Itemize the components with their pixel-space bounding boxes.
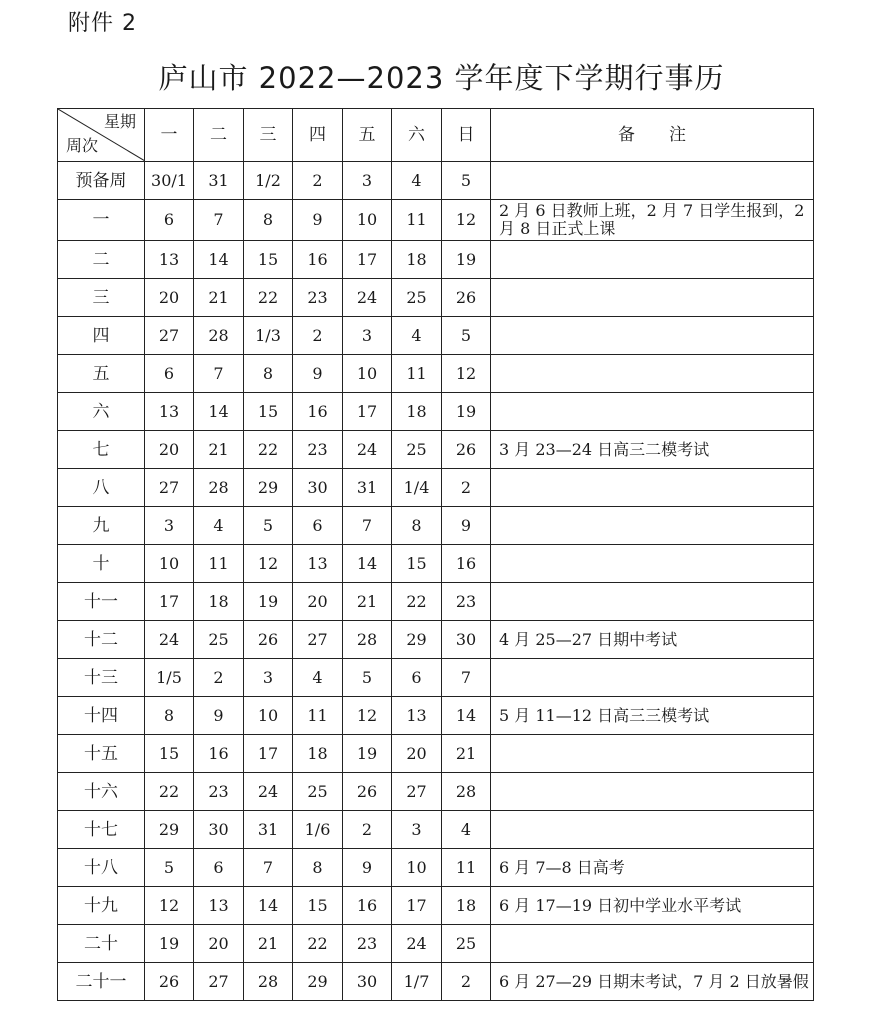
date-cell: 27 <box>392 773 442 811</box>
table-row <box>58 279 814 317</box>
date-cell: 28 <box>442 773 491 811</box>
date-cell: 20 <box>145 279 194 317</box>
date-cell: 8 <box>392 507 442 545</box>
table-row <box>58 697 814 735</box>
table-row <box>58 659 814 697</box>
table-row <box>58 200 814 241</box>
date-cell: 29 <box>244 469 293 507</box>
table-row <box>58 583 814 621</box>
date-cell: 16 <box>442 545 491 583</box>
date-cell: 1/6 <box>293 811 343 849</box>
date-cell: 22 <box>145 773 194 811</box>
note-cell <box>491 279 814 317</box>
date-cell: 6 <box>293 507 343 545</box>
attachment-label: 附件 2 <box>68 11 137 36</box>
date-cell: 6 <box>194 849 244 887</box>
table-row <box>58 431 814 469</box>
note-cell <box>491 469 814 507</box>
date-cell: 4 <box>194 507 244 545</box>
date-cell: 4 <box>293 659 343 697</box>
date-cell: 16 <box>293 241 343 279</box>
week-number-cell: 五 <box>58 355 145 393</box>
date-cell: 3 <box>145 507 194 545</box>
date-cell: 30 <box>293 469 343 507</box>
note-cell: 6 月 17—19 日初中学业水平考试 <box>491 887 814 925</box>
date-cell: 19 <box>442 393 491 431</box>
table-row <box>58 621 814 659</box>
week-number-cell: 十 <box>58 545 145 583</box>
date-cell: 22 <box>244 279 293 317</box>
date-cell: 14 <box>442 697 491 735</box>
date-cell: 1/2 <box>244 162 293 200</box>
date-cell: 21 <box>194 431 244 469</box>
date-cell: 2 <box>293 317 343 355</box>
date-cell: 30 <box>343 963 392 1001</box>
date-cell: 27 <box>293 621 343 659</box>
week-number-cell: 预备周 <box>58 162 145 200</box>
date-cell: 2 <box>194 659 244 697</box>
date-cell: 1/5 <box>145 659 194 697</box>
date-cell: 14 <box>343 545 392 583</box>
date-cell: 22 <box>392 583 442 621</box>
week-number-cell: 十三 <box>58 659 145 697</box>
week-number-cell: 十七 <box>58 811 145 849</box>
week-number-cell: 十八 <box>58 849 145 887</box>
week-header-label: 周次 <box>66 136 99 155</box>
date-cell: 20 <box>392 735 442 773</box>
note-cell <box>491 583 814 621</box>
date-cell: 7 <box>194 355 244 393</box>
date-cell: 1/4 <box>392 469 442 507</box>
date-cell: 15 <box>145 735 194 773</box>
date-cell: 24 <box>244 773 293 811</box>
date-cell: 4 <box>392 162 442 200</box>
date-cell: 14 <box>194 393 244 431</box>
date-cell: 9 <box>194 697 244 735</box>
table-row <box>58 507 814 545</box>
table-row <box>58 241 814 279</box>
date-cell: 20 <box>145 431 194 469</box>
table-row <box>58 393 814 431</box>
week-number-cell: 八 <box>58 469 145 507</box>
date-cell: 22 <box>293 925 343 963</box>
date-cell: 9 <box>293 355 343 393</box>
date-cell: 25 <box>392 431 442 469</box>
note-cell <box>491 773 814 811</box>
week-number-cell: 十六 <box>58 773 145 811</box>
date-cell: 13 <box>293 545 343 583</box>
note-cell: 4 月 25—27 日期中考试 <box>491 621 814 659</box>
date-cell: 2 <box>442 963 491 1001</box>
week-number-cell: 七 <box>58 431 145 469</box>
date-cell: 5 <box>442 162 491 200</box>
date-cell: 7 <box>194 200 244 241</box>
date-cell: 22 <box>244 431 293 469</box>
date-cell: 18 <box>392 241 442 279</box>
date-cell: 31 <box>244 811 293 849</box>
date-cell: 11 <box>194 545 244 583</box>
table-row <box>58 887 814 925</box>
date-cell: 19 <box>343 735 392 773</box>
date-cell: 2 <box>293 162 343 200</box>
table-header-row <box>58 109 814 162</box>
date-cell: 6 <box>392 659 442 697</box>
note-cell <box>491 925 814 963</box>
date-cell: 9 <box>293 200 343 241</box>
date-cell: 17 <box>244 735 293 773</box>
note-cell <box>491 507 814 545</box>
table-row <box>58 162 814 200</box>
day-header-sun: 日 <box>442 109 491 162</box>
date-cell: 11 <box>392 355 442 393</box>
date-cell: 28 <box>194 469 244 507</box>
date-cell: 29 <box>145 811 194 849</box>
date-cell: 15 <box>244 393 293 431</box>
date-cell: 16 <box>343 887 392 925</box>
date-cell: 27 <box>145 317 194 355</box>
date-cell: 17 <box>343 393 392 431</box>
date-cell: 11 <box>392 200 442 241</box>
date-cell: 21 <box>194 279 244 317</box>
date-cell: 3 <box>392 811 442 849</box>
date-cell: 18 <box>392 393 442 431</box>
note-cell <box>491 735 814 773</box>
date-cell: 20 <box>194 925 244 963</box>
table-row <box>58 317 814 355</box>
week-number-cell: 四 <box>58 317 145 355</box>
date-cell: 28 <box>343 621 392 659</box>
date-cell: 2 <box>442 469 491 507</box>
table-row <box>58 469 814 507</box>
week-number-cell: 二十 <box>58 925 145 963</box>
date-cell: 23 <box>442 583 491 621</box>
table-row <box>58 355 814 393</box>
date-cell: 26 <box>145 963 194 1001</box>
date-cell: 30 <box>194 811 244 849</box>
date-cell: 26 <box>343 773 392 811</box>
note-cell <box>491 659 814 697</box>
table-row <box>58 735 814 773</box>
date-cell: 5 <box>145 849 194 887</box>
date-cell: 30 <box>442 621 491 659</box>
date-cell: 13 <box>392 697 442 735</box>
date-cell: 3 <box>343 162 392 200</box>
date-cell: 19 <box>244 583 293 621</box>
date-cell: 5 <box>343 659 392 697</box>
date-cell: 28 <box>194 317 244 355</box>
date-cell: 7 <box>442 659 491 697</box>
date-cell: 25 <box>194 621 244 659</box>
date-cell: 6 <box>145 355 194 393</box>
week-number-cell: 十二 <box>58 621 145 659</box>
note-cell <box>491 162 814 200</box>
note-cell <box>491 393 814 431</box>
week-number-cell: 三 <box>58 279 145 317</box>
table-row <box>58 545 814 583</box>
date-cell: 8 <box>244 355 293 393</box>
date-cell: 20 <box>293 583 343 621</box>
note-cell: 3 月 23—24 日高三二模考试 <box>491 431 814 469</box>
date-cell: 15 <box>392 545 442 583</box>
date-cell: 24 <box>145 621 194 659</box>
date-cell: 9 <box>442 507 491 545</box>
note-cell <box>491 545 814 583</box>
weekday-header-label: 星期 <box>103 112 136 131</box>
calendar-table <box>57 108 814 1001</box>
date-cell: 14 <box>244 887 293 925</box>
note-cell: 2 月 6 日教师上班，2 月 7 日学生报到，2 月 8 日正式上课 <box>491 200 814 241</box>
date-cell: 6 <box>145 200 194 241</box>
note-cell: 6 月 7—8 日高考 <box>491 849 814 887</box>
date-cell: 27 <box>194 963 244 1001</box>
date-cell: 12 <box>442 355 491 393</box>
date-cell: 11 <box>442 849 491 887</box>
note-cell: 6 月 27—29 日期末考试，7 月 2 日放暑假 <box>491 963 814 1001</box>
date-cell: 31 <box>343 469 392 507</box>
date-cell: 15 <box>293 887 343 925</box>
day-header-fri: 五 <box>343 109 392 162</box>
week-number-cell: 十五 <box>58 735 145 773</box>
date-cell: 16 <box>293 393 343 431</box>
date-cell: 21 <box>343 583 392 621</box>
date-cell: 3 <box>343 317 392 355</box>
day-header-tue: 二 <box>194 109 244 162</box>
date-cell: 26 <box>244 621 293 659</box>
note-cell: 5 月 11—12 日高三三模考试 <box>491 697 814 735</box>
date-cell: 7 <box>343 507 392 545</box>
corner-header-cell <box>58 109 145 162</box>
date-cell: 26 <box>442 279 491 317</box>
date-cell: 23 <box>293 431 343 469</box>
table-row <box>58 963 814 1001</box>
date-cell: 25 <box>442 925 491 963</box>
table-row <box>58 849 814 887</box>
day-header-mon: 一 <box>145 109 194 162</box>
date-cell: 17 <box>145 583 194 621</box>
table-row <box>58 773 814 811</box>
date-cell: 18 <box>194 583 244 621</box>
note-header: 备 注 <box>491 109 814 162</box>
day-header-thu: 四 <box>293 109 343 162</box>
date-cell: 1/7 <box>392 963 442 1001</box>
date-cell: 30/1 <box>145 162 194 200</box>
date-cell: 7 <box>244 849 293 887</box>
day-header-sat: 六 <box>392 109 442 162</box>
week-number-cell: 六 <box>58 393 145 431</box>
date-cell: 4 <box>442 811 491 849</box>
date-cell: 10 <box>392 849 442 887</box>
date-cell: 18 <box>442 887 491 925</box>
day-header-wed: 三 <box>244 109 293 162</box>
date-cell: 28 <box>244 963 293 1001</box>
date-cell: 19 <box>442 241 491 279</box>
date-cell: 11 <box>293 697 343 735</box>
date-cell: 17 <box>392 887 442 925</box>
date-cell: 8 <box>293 849 343 887</box>
date-cell: 31 <box>194 162 244 200</box>
week-number-cell: 二十一 <box>58 963 145 1001</box>
table-row <box>58 811 814 849</box>
date-cell: 29 <box>293 963 343 1001</box>
date-cell: 21 <box>442 735 491 773</box>
date-cell: 9 <box>343 849 392 887</box>
date-cell: 8 <box>244 200 293 241</box>
date-cell: 24 <box>343 431 392 469</box>
date-cell: 3 <box>244 659 293 697</box>
date-cell: 13 <box>194 887 244 925</box>
calendar-body <box>58 109 814 1001</box>
note-cell <box>491 811 814 849</box>
date-cell: 14 <box>194 241 244 279</box>
date-cell: 15 <box>244 241 293 279</box>
date-cell: 26 <box>442 431 491 469</box>
date-cell: 2 <box>343 811 392 849</box>
date-cell: 24 <box>343 279 392 317</box>
date-cell: 8 <box>145 697 194 735</box>
date-cell: 24 <box>392 925 442 963</box>
date-cell: 19 <box>145 925 194 963</box>
date-cell: 1/3 <box>244 317 293 355</box>
date-cell: 10 <box>145 545 194 583</box>
date-cell: 12 <box>145 887 194 925</box>
date-cell: 25 <box>293 773 343 811</box>
week-number-cell: 十一 <box>58 583 145 621</box>
date-cell: 23 <box>293 279 343 317</box>
week-number-cell: 二 <box>58 241 145 279</box>
date-cell: 12 <box>442 200 491 241</box>
date-cell: 21 <box>244 925 293 963</box>
date-cell: 17 <box>343 241 392 279</box>
date-cell: 16 <box>194 735 244 773</box>
note-cell <box>491 355 814 393</box>
note-cell <box>491 317 814 355</box>
date-cell: 13 <box>145 241 194 279</box>
date-cell: 5 <box>442 317 491 355</box>
date-cell: 23 <box>343 925 392 963</box>
date-cell: 12 <box>343 697 392 735</box>
date-cell: 29 <box>392 621 442 659</box>
date-cell: 23 <box>194 773 244 811</box>
date-cell: 10 <box>244 697 293 735</box>
date-cell: 10 <box>343 355 392 393</box>
week-number-cell: 十四 <box>58 697 145 735</box>
date-cell: 4 <box>392 317 442 355</box>
week-number-cell: 一 <box>58 200 145 241</box>
note-cell <box>491 241 814 279</box>
date-cell: 10 <box>343 200 392 241</box>
week-number-cell: 九 <box>58 507 145 545</box>
date-cell: 27 <box>145 469 194 507</box>
date-cell: 13 <box>145 393 194 431</box>
date-cell: 12 <box>244 545 293 583</box>
date-cell: 5 <box>244 507 293 545</box>
date-cell: 25 <box>392 279 442 317</box>
week-number-cell: 十九 <box>58 887 145 925</box>
page-title: 庐山市 2022—2023 学年度下学期行事历 <box>158 61 725 95</box>
date-cell: 18 <box>293 735 343 773</box>
table-row <box>58 925 814 963</box>
